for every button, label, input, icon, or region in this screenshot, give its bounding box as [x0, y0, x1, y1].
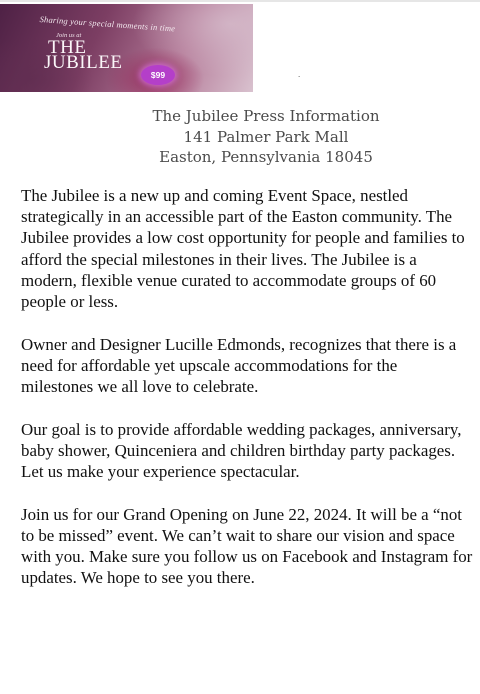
price-badge: $99 — [141, 65, 175, 85]
paragraph-owner: Owner and Designer Lucille Edmonds, recognizes that there is a need for affordable yet upscale accommodations for the milestones we all love to celebrate. — [21, 334, 457, 397]
press-header-title: The Jubilee Press Information — [152, 107, 380, 125]
banner-title — [44, 37, 123, 73]
banner-title-line2: JUBILEE — [44, 52, 123, 73]
top-divider — [0, 0, 480, 2]
banner-join-us: Join us at — [56, 32, 82, 39]
press-body — [21, 185, 473, 610]
paragraph-grand-opening: Join us for our Grand Opening on June 22, 2024. It will be a “not to be missed” event. We can’t wait to share our vision and space with you. Make sure you follow us on Facebook and Instagram for updates. We hope to see you there. — [21, 504, 473, 588]
press-header-address: 141 Palmer Park Mall — [183, 127, 349, 146]
separator-dot: . — [298, 70, 301, 79]
press-header — [0, 106, 480, 168]
banner-title-line1: THE — [48, 37, 87, 58]
jubilee-banner-image — [0, 4, 253, 92]
paragraph-goal: Our goal is to provide affordable wedding packages, anniversary, baby shower, Quinceniera and children birthday party packages. Let us make your experience spectacular. — [21, 419, 462, 482]
paragraph-intro: The Jubilee is a new up and coming Event Space, nestled strategically in an accessible part of the Easton community. The Jubilee provides a low cost opportunity for people and families to afford the special milestones in their lives. The Jubilee is a modern, flexible venue curated to accommodate groups of 60 people or less. — [21, 186, 465, 312]
press-header-city: Easton, Pennsylvania 18045 — [159, 148, 373, 166]
banner-tagline: Sharing your special moments in time — [39, 14, 176, 34]
